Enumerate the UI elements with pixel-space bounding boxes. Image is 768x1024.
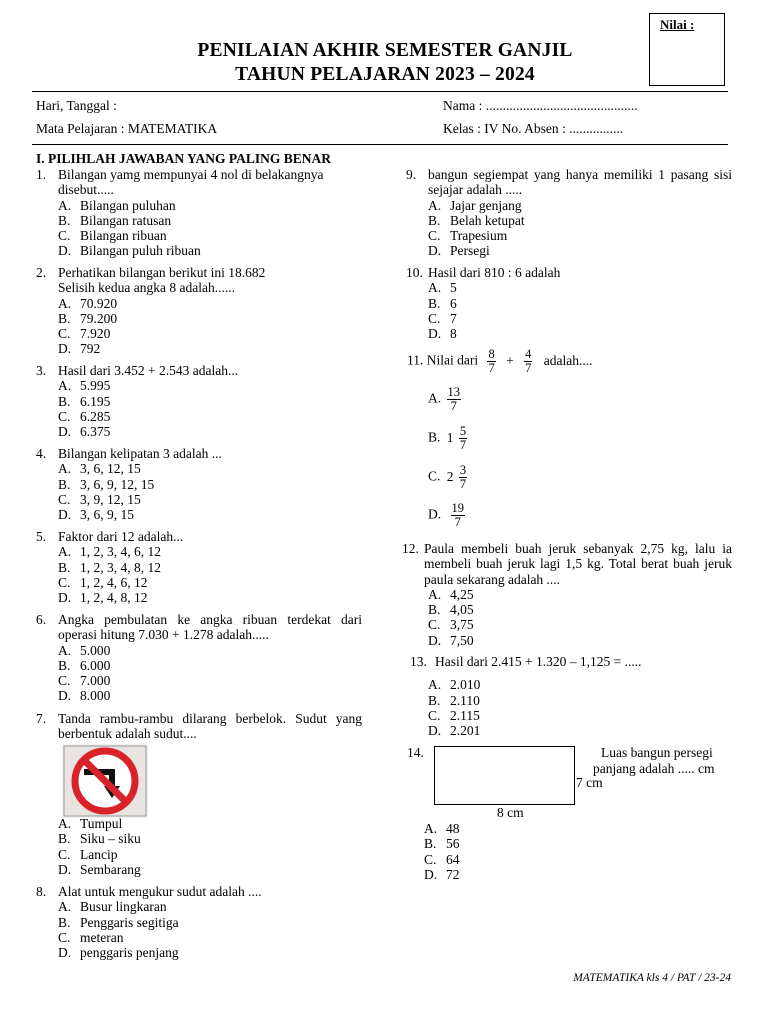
option-d: D. Bilangan puluh ribuan	[58, 243, 201, 259]
question-14-options	[424, 821, 624, 882]
header-divider-bottom	[32, 144, 728, 145]
option-b: B. 6.195	[58, 393, 111, 409]
option-c: C. 1, 2, 4, 6, 12	[58, 574, 148, 590]
question-stem: bangun segiempat yang hanya memiliki 1 pasang sisi sejajar adalah .....	[428, 167, 732, 198]
option-c: C. 64	[424, 851, 460, 867]
question-12	[402, 541, 732, 648]
option-d: D. 792	[58, 341, 101, 357]
option-d: D. 3, 6, 9, 15	[58, 507, 134, 523]
page-footer: MATEMATIKA kls 4 / PAT / 23-24	[573, 972, 731, 984]
fraction: $\frac{4}{7}$	[525, 347, 532, 375]
option-c: C. 6.285	[58, 408, 111, 424]
option-d: D. 8	[428, 326, 457, 342]
option-d: D. Sembarang	[58, 861, 141, 877]
section-title: I. PILIHLAH JAWABAN YANG PALING BENAR	[36, 151, 332, 166]
option-c: C. 2.115	[428, 707, 480, 723]
question-number: 9.	[406, 167, 417, 182]
option-c: C. Bilangan ribuan	[58, 228, 167, 244]
fraction: $\frac{3}{7}$	[459, 463, 467, 491]
question-number: 4.	[36, 446, 47, 461]
option-b: B. Belah ketupat	[428, 212, 525, 228]
option-a: A. 5	[428, 280, 457, 296]
fraction: $\frac{5}{7}$	[459, 424, 467, 452]
option-c: C. Trapesium	[428, 228, 508, 244]
fraction: $\frac{13}{7}$	[447, 385, 460, 413]
q11-option-a: A. $\frac{13}{7}$	[428, 385, 460, 413]
question-stem-line2: Selisih kedua angka 8 adalah......	[58, 280, 235, 296]
question-14-number: 14.	[407, 745, 424, 760]
no-turn-sign-image	[62, 744, 148, 818]
question-11-stem: 11. Nilai dari $\frac{8}{7}$ + $\frac{4}{7}$ adalah....	[407, 347, 593, 375]
class-field: Kelas : IV No. Absen : ................	[443, 121, 624, 136]
option-c: C. 7.000	[58, 673, 111, 689]
option-a: A. Bilangan puluhan	[58, 197, 176, 213]
q11-option-d: D. $\frac{19}{7}$	[428, 501, 464, 529]
option-b: B. 56	[424, 836, 460, 852]
subject-field: Mata Pelajaran : MATEMATIKA	[36, 121, 218, 136]
question-stem: Perhatikan bilangan berikut ini 18.682	[58, 265, 266, 280]
option-b: B. 4,05	[428, 602, 474, 618]
question-10	[406, 265, 732, 341]
option-b: B. 6	[428, 295, 457, 311]
option-a: A. 5.995	[58, 378, 111, 394]
question-14-stem-line2: panjang adalah ..... cm	[593, 761, 715, 776]
name-field: Nama : .............................................	[443, 98, 638, 113]
score-label: Nilai :	[660, 17, 695, 32]
q11-option-c: C. 2 $\frac{3}{7}$	[428, 463, 467, 491]
option-b: B. 1, 2, 3, 4, 8, 12	[58, 559, 161, 575]
option-c: C. Lancip	[58, 846, 118, 862]
question-3	[36, 363, 362, 439]
no-turn-sign-icon	[62, 744, 148, 818]
question-number: 6.	[36, 612, 47, 627]
option-a: A. Tumpul	[58, 816, 123, 831]
page-subtitle: TAHUN PELAJARAN 2023 – 2024	[235, 64, 535, 85]
option-a: A. Jajar genjang	[428, 197, 522, 213]
question-13	[410, 654, 732, 738]
option-b: B. Bilangan ratusan	[58, 212, 172, 228]
option-c: C. 7	[428, 310, 457, 326]
question-7	[36, 711, 362, 742]
question-1	[36, 167, 362, 259]
question-number: 7.	[36, 711, 47, 726]
question-stem: Bilangan yamg mempunyai 4 nol di belakangnya disebut.....	[58, 167, 324, 198]
option-d: D. 7,50	[428, 632, 474, 648]
option-d: D. 6.375	[58, 424, 111, 440]
option-c: C. meteran	[58, 929, 124, 945]
option-d: D. penggaris penjang	[58, 945, 179, 961]
question-9	[406, 167, 732, 259]
question-number: 5.	[36, 529, 47, 544]
fraction: $\frac{19}{7}$	[451, 501, 464, 529]
question-number: 12.	[402, 541, 419, 556]
option-a: A. 4,25	[428, 586, 474, 602]
question-5	[36, 529, 362, 605]
question-stem: Alat untuk mengukur sudut adalah ....	[58, 884, 262, 899]
option-d: D. Persegi	[428, 243, 490, 259]
question-14-stem: Luas bangun persegi	[601, 745, 713, 760]
question-7-options	[58, 816, 358, 877]
question-4	[36, 446, 362, 522]
question-stem: Hasil dari 810 : 6 adalah	[428, 265, 561, 280]
question-number: 10.	[406, 265, 423, 280]
question-number: 1.	[36, 167, 47, 182]
question-stem: Tanda rambu-rambu dilarang berbelok. Sudut yang berbentuk adalah sudut....	[58, 711, 362, 742]
option-c: C. 3,75	[428, 617, 474, 633]
question-number: 8.	[36, 884, 47, 899]
question-number: 13.	[410, 654, 427, 669]
question-2	[36, 265, 362, 357]
question-stem: Bilangan kelipatan 3 adalah ...	[58, 446, 222, 461]
q11-option-b: B. 1 $\frac{5}{7}$	[428, 424, 467, 452]
question-stem: Hasil dari 3.452 + 2.543 adalah...	[58, 363, 239, 378]
option-b: B. 3, 6, 9, 12, 15	[58, 476, 155, 492]
question-stem: Paula membeli buah jeruk sebanyak 2,75 kg, lalu ia membeli buah jeruk lagi 1,5 kg. Total berat buah jeruk paula sekarang adalah ....	[424, 541, 732, 587]
option-a: A. Busur lingkaran	[58, 899, 167, 915]
fraction: $\frac{8}{7}$	[488, 347, 495, 375]
option-b: B. Siku – siku	[58, 831, 141, 847]
option-a: A. 2.010	[428, 677, 481, 693]
question-number: 2.	[36, 265, 47, 280]
option-b: B. 2.110	[428, 692, 480, 708]
day-date-field: Hari, Tanggal :	[36, 98, 117, 113]
question-number: 3.	[36, 363, 47, 378]
option-d: D. 72	[424, 866, 460, 882]
question-stem: Angka pembulatan ke angka ribuan terdekat dari operasi hitung 7.030 + 1.278 adalah.....	[58, 612, 362, 643]
option-a: A. 1, 2, 3, 4, 6, 12	[58, 544, 161, 560]
option-b: B. 6.000	[58, 657, 111, 673]
option-a: A. 70.920	[58, 295, 118, 311]
option-a: A. 5.000	[58, 642, 111, 658]
question-6	[36, 612, 362, 704]
option-b: B. 79.200	[58, 310, 118, 326]
question-8	[36, 884, 362, 960]
question-stem: Faktor dari 12 adalah...	[58, 529, 184, 544]
option-c: C. 3, 9, 12, 15	[58, 491, 141, 507]
option-a: A. 48	[424, 821, 460, 836]
option-d: D. 2.201	[428, 723, 481, 739]
question-stem: Hasil dari 2.415 + 1.320 – 1,125 = .....	[435, 654, 642, 669]
page-title: PENILAIAN AKHIR SEMESTER GANJIL	[197, 40, 573, 61]
option-d: D. 1, 2, 4, 8, 12	[58, 590, 148, 606]
option-a: A. 3, 6, 12, 15	[58, 461, 141, 477]
rectangle-side-label: 7 cm	[576, 775, 603, 790]
option-d: D. 8.000	[58, 688, 111, 704]
header-divider-top	[32, 91, 728, 92]
rectangle-figure	[434, 746, 575, 805]
rectangle-bottom-label: 8 cm	[497, 805, 524, 820]
option-c: C. 7.920	[58, 326, 111, 342]
option-b: B. Penggaris segitiga	[58, 914, 179, 930]
question-number: 11.	[407, 352, 424, 368]
